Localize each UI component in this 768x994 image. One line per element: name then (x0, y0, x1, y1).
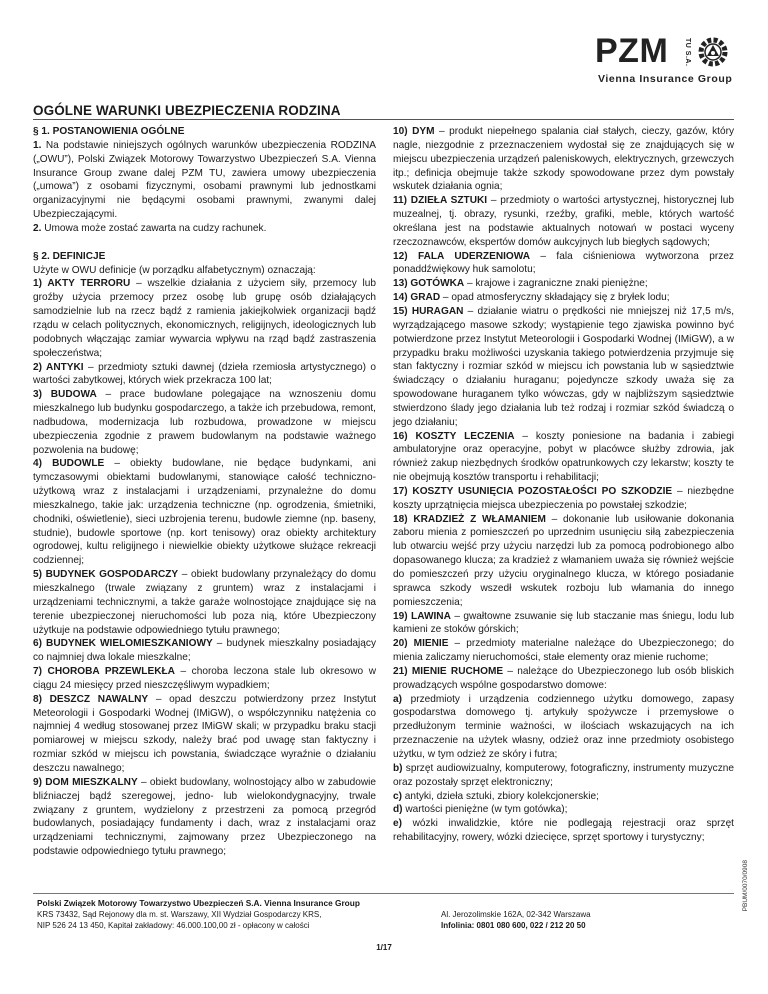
definition-text: – niezbędne koszty uprzątnięcia miejsca ubezpieczenia po powstałej szkodzie; (393, 485, 734, 511)
definition-paragraph (393, 291, 734, 305)
logo-text: PZM (595, 32, 669, 70)
left-column (33, 125, 376, 859)
document-code: PBUM/0070/0908 (742, 860, 749, 912)
definition-paragraph (393, 693, 734, 762)
definition-term: 14) GRAD (393, 292, 441, 304)
definition-paragraph (393, 803, 734, 817)
footer-company (37, 898, 417, 931)
definition-term: d) (393, 804, 403, 816)
definition-term: 2) ANTYKI (33, 361, 84, 373)
definition-term: 21) MIENIE RUCHOME (393, 665, 504, 677)
definition-text: – fala ciśnieniowa wytworzona przez ponaddźwiękowy huk samolotu; (393, 250, 734, 276)
gear-emblem-icon (697, 36, 729, 68)
definition-text: antyki, dzieła sztuki, zbiory kolekcjonerskie; (401, 790, 599, 802)
definition-text: Użyte w OWU definicje (w porządku alfabetycznym) oznaczają: (33, 264, 316, 276)
definition-text: – dokonanie lub usiłowanie dokonania zaboru mienia z pomieszczeń po uprzednim usunięciu siłą zabezpieczenia lub otwarciu wejść przy użyciu narzędzi lub za pomocą podrobionego albo dopasowanego klucza; za kradzież z włamaniem uważa się również wejście do pomieszczeń przy użyciu oryginalnego klucza, w którego posiadanie sprawca szkody wszedł wskutek rozboju lub włamania do innego pomieszczenia; (393, 513, 734, 608)
definition-term: 16) KOSZTY LECZENIA (393, 430, 515, 442)
definition-paragraph (33, 277, 376, 360)
logo-tusa: TU S.A. (684, 38, 691, 67)
definition-paragraph (33, 361, 376, 389)
definition-text: wózki inwalidzkie, które nie podlegają rejestracji oraz sprzęt rehabilitacyjny, rowery, wózki dziecięce, sprzęt sportowy i turystyczny; (393, 818, 734, 844)
definition-term: 9) DOM MIESZKALNY (33, 776, 138, 788)
definition-paragraph (393, 762, 734, 790)
definition-text: – opad atmosferyczny składający się z bryłek lodu; (440, 292, 670, 304)
footer-divider (33, 893, 734, 894)
right-column (393, 125, 734, 845)
definition-term: 17) KOSZTY USUNIĘCIA POZOSTAŁOŚCI PO SZKODZIE (393, 485, 673, 497)
definition-term: 3) BUDOWA (33, 389, 97, 401)
definition-paragraph (393, 250, 734, 278)
definition-paragraph (393, 305, 734, 430)
definition-text: sprzęt audiowizualny, komputerowy, fotograficzny, instrumenty muzyczne oraz pozostały sprzęt elektroniczny; (393, 762, 734, 788)
definition-term: b) (393, 762, 403, 774)
footer-address: Al. Jerozolimskie 162A, 02-342 Warszawa (441, 910, 591, 919)
definition-text: – obiekt budowlany, wolnostojący albo w zabudowie bliźniaczej bądź szeregowej, jedno- lub wielokondygnacyjny, trwale związany z gruntem, wydzielony z przestrzeni za pomocą przegród budowlanych, posiadający fundamenty i dach, wraz z instalacjami oraz urządzeniami technicznymi, zajmowany przez Ubezpieczonego na podstawie odpowiedniego tytułu prawnego; (33, 776, 377, 858)
definition-paragraph (393, 485, 734, 513)
definition-text: – należące do Ubezpieczonego lub osób bliskich prowadzących wspólne gospodarstwo domowe: (393, 665, 734, 691)
definition-paragraph (393, 637, 734, 665)
definition-text: – produkt niepełnego spalania ciał stałych, cieczy, gazów, który nagle, niezgodnie z przeznaczeniem wydostał się ze znajdujących się w miejscu ubezpieczenia urządzeń paleniskowych, elektrycznych, grzewczych itp.; definicja obejmuje także szkody spowodowane przez dym powstały wskutek działania ognia; (393, 126, 734, 193)
footer-contact (441, 909, 591, 931)
definition-paragraph (393, 513, 734, 610)
company-logo (592, 34, 742, 86)
definition-paragraph (33, 776, 376, 859)
footer-company-name: Polski Związek Motorowy Towarzystwo Ubezpieczeń S.A. Vienna Insurance Group (37, 898, 360, 908)
definition-term: 10) DYM (393, 126, 435, 137)
definition-text: wartości pieniężne (w tym gotówka); (402, 804, 568, 816)
definition-term: 8) DESZCZ NAWALNY (33, 693, 149, 705)
definition-text: – działanie wiatru o prędkości nie mniejszej niż 17,5 m/s, wyrządzającego masowe szkody; wystąpienie tego zjawiska powinno być potwierdzone przez Instytut Meteorologii i Gospodarki Wodnej (IMiGW), a w przypadku braku możliwości uzyskania takiego potwierdzenia przyjmuje się stan faktyczny i rozmiar szkód w miejscu ich powstania lub w sąsiedztwie świadczący o działaniu huraganu; pojedyncze szkody uważa się za spowodowane huraganem tylko wówczas, gdy w najbliższym sąsiedztwie stwierdzono ślady jego działania lub też rodzaj i rozmiar szkód świadczą o jego działaniu; (393, 305, 735, 428)
definition-text: – choroba leczona stale lub okresowo w ciągu 24 miesięcy przed nieszczęśliwym wypadkiem; (33, 666, 376, 691)
definition-paragraph (33, 222, 376, 236)
logo-group: Vienna Insurance Group (598, 73, 733, 85)
definition-text: – prace budowlane polegające na wznoszeniu domu mieszkalnego lub budynku gospodarczego, a także ich przebudowa, remont, nadbudowa, modernizacja lub rozbudowa, prowadzone w miejscu ubezpieczenia zgodnie z prawem budowlanym na podstawie ważnego pozwolenia na budowę; (33, 389, 376, 456)
definition-text: – przedmioty sztuki dawnej (dzieła rzemiosła artystycznego) o wartości zabytkowej, których wiek przekracza 100 lat; (33, 361, 376, 387)
definition-term: 12) FALA UDERZENIOWA (393, 250, 531, 262)
definition-term: 2. (33, 222, 42, 234)
definition-text: – obiekt budowlany przynależący do domu mieszkalnego (trwale związany z gruntem) wraz z instalacjami i urządzeniami technicznymi, a także garaże wolnostojące znajdujące się na terenie ubezpieczonej nieruchomości lub poza nią, które Ubezpieczony użytkuje na podstawie odpowiedniego tytułu prawnego; (33, 569, 376, 636)
definition-text: przedmioty i urządzenia codziennego użytku domowego, zapasy gospodarstwa domowego tj. artykuły spożywcze i przemysłowe o przedłużonym terminie ważności, w ilościach wskazujących na ich przeznaczenie na użytek własny, odzież oraz inne przedmioty osobistego użytku, w tym odzież ze skóry i futra; (393, 693, 734, 760)
definition-paragraph (393, 194, 734, 249)
definition-term: 11) DZIEŁA SZTUKI (393, 195, 488, 207)
definition-text: – przedmioty materialne należące do Ubezpieczonego; do mienia zaliczamy nieruchomości, stałe elementy oraz mienie ruchome; (393, 638, 734, 664)
definition-paragraph (33, 637, 376, 665)
definition-text: – gwałtowne zsuwanie się lub staczanie mas śniegu, lodu lub kamieni ze stoków górskich; (393, 610, 734, 636)
section-heading: § 2. DEFINICJE (33, 250, 106, 262)
definition-paragraph (33, 388, 376, 457)
definition-paragraph (393, 277, 734, 291)
definition-term: 7) CHOROBA PRZEWLEKŁA (33, 666, 175, 678)
definition-term: 1) AKTY TERRORU (33, 278, 131, 290)
definition-term: 18) KRADZIEŻ Z WŁAMANIEM (393, 513, 546, 525)
footer-hotline: Infolinia: 0801 080 600, 022 / 212 20 50 (441, 921, 586, 930)
footer-tax: NIP 526 24 13 450, Kapitał zakładowy: 46.000.100,00 zł - opłacony w całości (37, 921, 310, 930)
definition-term: 6) BUDYNEK WIELOMIESZKANIOWY (33, 638, 213, 650)
definition-paragraph (33, 264, 376, 278)
definition-paragraph (393, 790, 734, 804)
definition-term: 15) HURAGAN (393, 305, 464, 317)
paragraph-gap (33, 236, 376, 250)
definition-text: – budynek mieszkalny posiadający co najmniej dwa lokale mieszkalne; (33, 638, 376, 664)
definition-paragraph (33, 665, 376, 693)
definition-paragraph (393, 430, 734, 485)
definition-term: 1. (33, 139, 42, 151)
definition-text: Na podstawie niniejszych ogólnych warunków ubezpieczenia RODZINA („OWU”), Polski Związek Motorowy Towarzystwo Ubezpieczeń S.A. Vienna Insurance Group zwane dalej PZM TU, zawiera umowy ubezpieczenia („umowa”) z osobami fizycznymi, osobami prawnymi lub jednostkami organizacyjnymi nie będącymi osobami prawnymi, zwanymi dalej Ubezpieczającymi. (33, 139, 376, 221)
definition-paragraph (33, 457, 376, 568)
definition-paragraph (393, 125, 734, 194)
definition-paragraph (33, 568, 376, 637)
definition-text: – koszty poniesione na badania i zabiegi ambulatoryjne oraz operacyjne, pobyt w placówce służby zdrowia, jak również zakup niezbędnych środków opatrunkowych czy lekarstw; koszty te nie obejmują kosztów transportu i rehabilitacji; (393, 430, 735, 484)
definition-term: 20) MIENIE (393, 638, 449, 650)
definition-paragraph (33, 139, 376, 222)
definition-paragraph (393, 610, 734, 638)
definition-text: Umowa może zostać zawarta na cudzy rachunek. (41, 222, 267, 234)
definition-term: 4) BUDOWLE (33, 458, 105, 470)
definition-term: a) (393, 693, 402, 705)
definition-term: 5) BUDYNEK GOSPODARCZY (33, 569, 179, 581)
definition-term: c) (393, 790, 402, 802)
definition-term: 13) GOTÓWKA (393, 278, 465, 290)
definition-text: – wszelkie działania z użyciem siły, przemocy lub groźby użycia przemocy przez osobę lub grupę osób działających samodzielnie lub na rzecz bądź z ramienia jakiejkolwiek organizacji bądź rządu w celach politycznych, ekonomicznych, religijnych, ideologicznych lub podobnych włączając zamiar wywarcia wpływu na rząd bądź zastraszenia społeczeństwa; (33, 278, 376, 359)
definition-paragraph (393, 665, 734, 693)
definition-paragraph (33, 693, 376, 776)
footer-registry: KRS 73432, Sąd Rejonowy dla m. st. Warszawy, XII Wydział Gospodarczy KRS, (37, 910, 322, 919)
definition-term: 19) LAWINA (393, 610, 451, 622)
definition-text: – krajowe i zagraniczne znaki pieniężne; (464, 278, 648, 290)
definition-text: – opad deszczu potwierdzony przez Instytut Meteorologii i Gospodarki Wodnej (IMiGW), o współczynniku natężenia co najmniej 4 według stosowanej przez IMiGW skali; w przypadku braku stacji pomiarowej w miejscu szkody, należy brać pod uwagę stan faktyczny i rozmiar szkód w miejscu ich powstania, świadczące wyraźnie o działaniu deszczu nawalnego; (33, 693, 376, 774)
definition-text: – obiekty budowlane, nie będące budynkami, ani tymczasowymi obiektami budowlanymi, stanowiące całość techniczno-użytkową wraz z instalacjami i urządzeniami, przynależne do domu mieszkalnego, takie jak: urządzenia techniczne (np. ogrodzenia, śmietniki, chodniki, oświetlenie), sieci uzbrojenia terenu, budowle ziemne (np. baseny, studnie), budowle sportowe (np. kort tenisowy) oraz obiekty architektury ogrodowej, kultu religijnego i niewielkie obiekty użytkowe służące rekreacji codziennej; (33, 458, 376, 567)
definition-text: – przedmioty o wartości artystycznej, historycznej lub muzealnej, tj. obrazy, rysunki, rzeźby, grafiki, meble, których wartość określana jest na podstawie aktualnych notowań w postaci wyceny rzeczoznawców, ekspertów domów aukcyjnych lub biegłych sądowych; (393, 195, 734, 248)
section-heading: § 1. POSTANOWIENIA OGÓLNE (33, 126, 185, 137)
page-number: 1/17 (376, 943, 392, 952)
definition-paragraph (393, 817, 734, 845)
definition-term: e) (393, 818, 402, 830)
document-title: OGÓLNE WARUNKI UBEZPIECZENIA RODZINA (33, 103, 341, 118)
title-divider (33, 119, 734, 120)
